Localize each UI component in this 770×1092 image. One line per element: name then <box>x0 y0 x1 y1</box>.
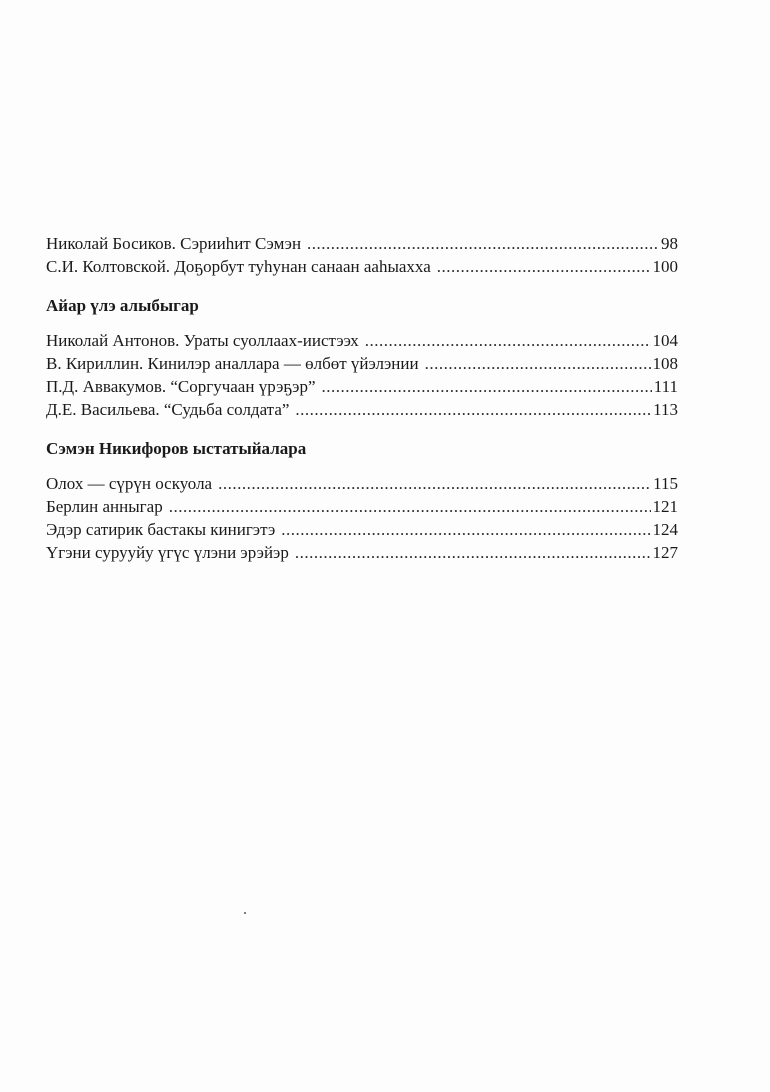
toc-entry <box>46 398 678 421</box>
toc-section <box>46 437 678 564</box>
dot-leader <box>365 329 651 352</box>
toc-entry-page: 104 <box>652 331 678 350</box>
section-heading: Сэмэн Никифоров ыстатыйалара <box>46 439 307 458</box>
toc-entry-title: Николай Антонов. Ураты суоллаах-иистээх <box>46 331 359 350</box>
toc-entry-page: 98 <box>661 234 678 253</box>
dot-leader <box>295 541 651 564</box>
toc-entry-page: 100 <box>652 257 678 276</box>
toc-entry-title: Д.Е. Васильева. “Судьба солдата” <box>46 400 290 419</box>
toc-entry-title: П.Д. Аввакумов. “Соргучаан үрэҕэр” <box>46 377 316 396</box>
toc-entry-page: 121 <box>652 497 678 516</box>
toc-entry <box>46 352 678 375</box>
print-speck <box>244 912 246 914</box>
toc-entry-title: С.И. Колтовской. Доҕорбут туһунан санаан ааһыахха <box>46 257 431 276</box>
table-of-contents <box>46 232 678 564</box>
dot-leader <box>425 352 651 375</box>
dot-leader <box>437 255 651 278</box>
section-heading: Айар үлэ алыбыгар <box>46 296 199 315</box>
dot-leader <box>281 518 650 541</box>
toc-entry <box>46 375 678 398</box>
toc-entry-page: 124 <box>652 520 678 539</box>
toc-entry-page: 108 <box>652 354 678 373</box>
toc-entry-page: 111 <box>653 377 678 396</box>
toc-entry-title: Николай Босиков. Сэрииһит Сэмэн <box>46 234 302 253</box>
toc-entry-title: Берлин анныгар <box>46 497 163 516</box>
toc-entry-title: В. Кириллин. Кинилэр аналлара — өлбөт үйэлэнии <box>46 354 419 373</box>
toc-entry <box>46 518 678 541</box>
toc-entry-title: Олох — сүрүн оскуола <box>46 474 213 493</box>
toc-entry-page: 115 <box>653 474 678 493</box>
toc-entry-page: 127 <box>652 543 678 562</box>
dot-leader <box>322 375 652 398</box>
toc-section <box>46 294 678 421</box>
toc-entry <box>46 232 678 255</box>
dot-leader <box>218 472 651 495</box>
dot-leader <box>307 232 659 255</box>
toc-entry-page: 113 <box>653 400 678 419</box>
toc-entry-title: Үгэни сурууйу үгүс үлэни эрэйэр <box>46 543 289 562</box>
dot-leader <box>295 398 651 421</box>
toc-entry-title: Эдэр сатирик бастакы кинигэтэ <box>46 520 276 539</box>
toc-intro-group <box>46 232 678 278</box>
toc-entry <box>46 255 678 278</box>
toc-entry <box>46 541 678 564</box>
dot-leader <box>169 495 651 518</box>
toc-entry <box>46 329 678 352</box>
toc-entry <box>46 472 678 495</box>
toc-entry <box>46 495 678 518</box>
